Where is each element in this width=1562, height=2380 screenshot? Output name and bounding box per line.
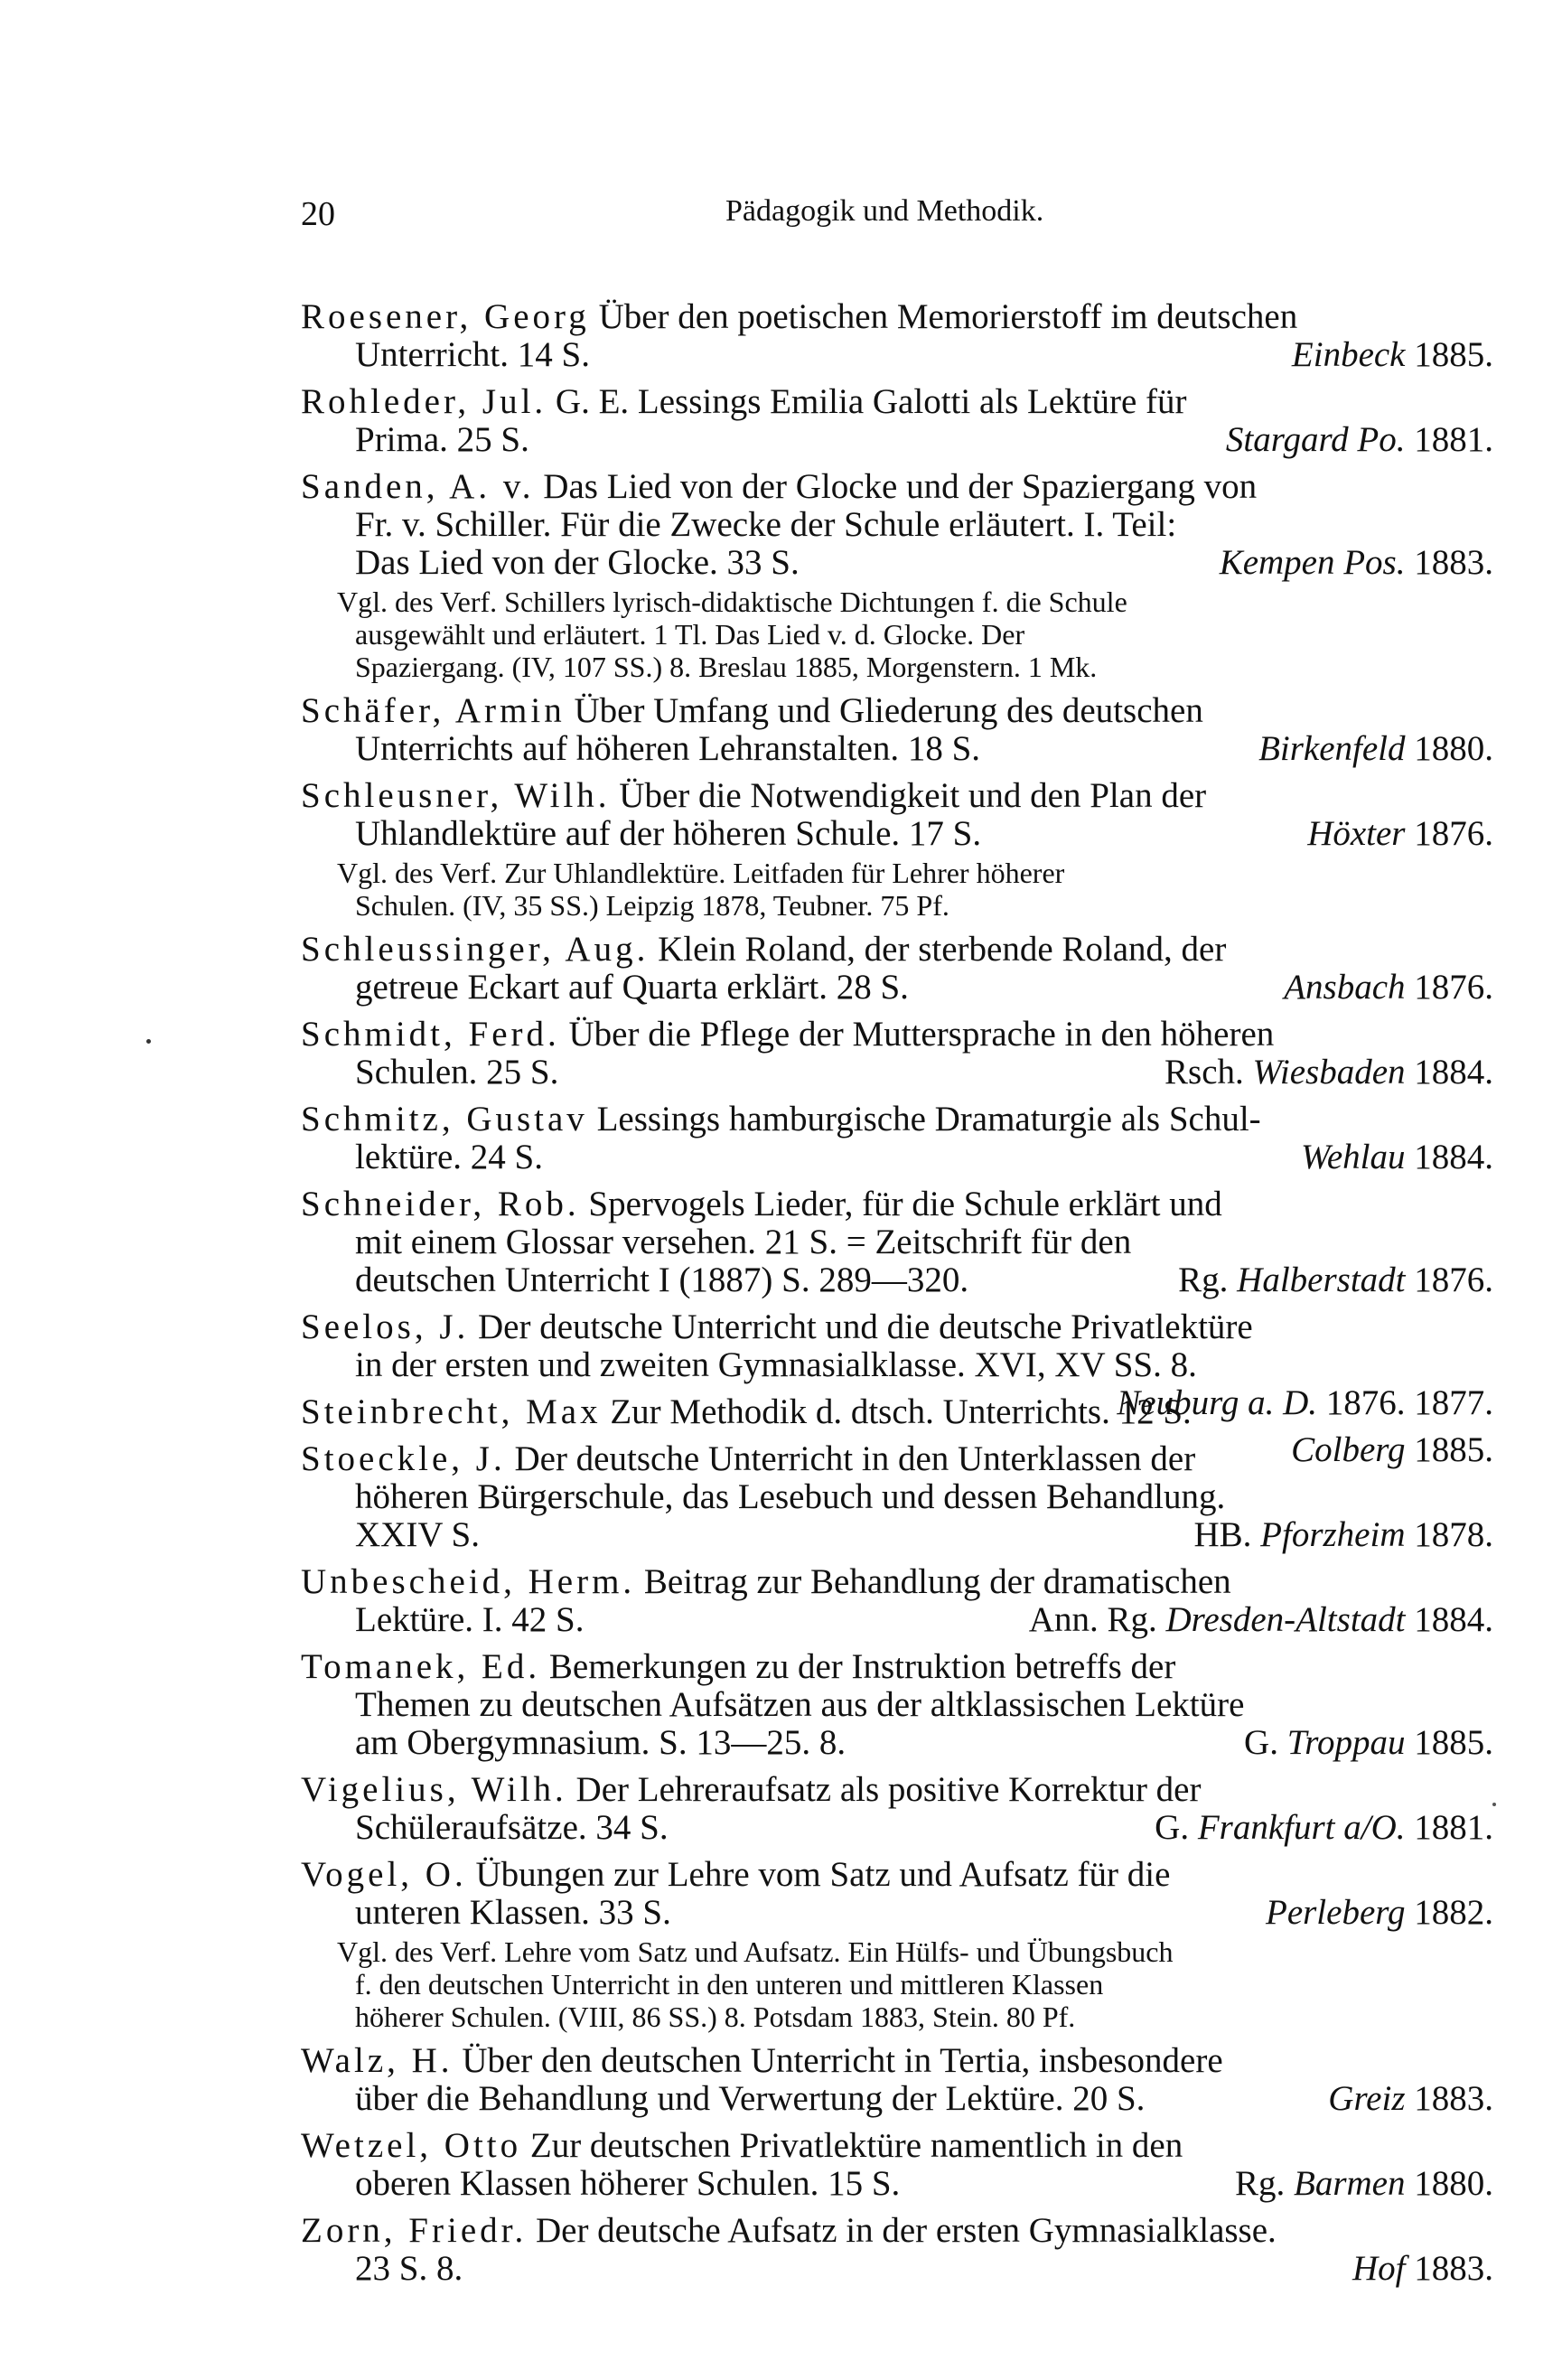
entry-line bbox=[301, 506, 1493, 544]
entry-publication bbox=[1328, 2080, 1493, 2118]
entry-publication bbox=[1292, 336, 1493, 374]
entry-publication bbox=[1352, 2250, 1493, 2288]
bibliography-entry bbox=[301, 2212, 1493, 2288]
entry-line bbox=[301, 2080, 1493, 2118]
entry-title-text: Lessings hamburgische Dramaturgie als Schul- bbox=[596, 1100, 1261, 1138]
entry-author: Seelos, J. bbox=[301, 1307, 470, 1346]
entry-author: Steinbrecht, Max bbox=[301, 1392, 602, 1431]
entry-line bbox=[301, 2165, 1493, 2203]
entry-year: 1883. bbox=[1414, 543, 1493, 582]
entry-year: 1881. bbox=[1414, 420, 1493, 459]
entry-year: 1880. bbox=[1414, 2164, 1493, 2203]
entry-year: 1884. bbox=[1414, 1138, 1493, 1176]
bibliography-entry bbox=[301, 2042, 1493, 2118]
entry-main bbox=[301, 2127, 1493, 2203]
entry-main bbox=[301, 931, 1493, 1007]
entry-publication bbox=[1258, 730, 1493, 768]
note-line: f. den deutschen Unterricht in den unteren und mittleren Klassen bbox=[355, 1968, 1104, 2001]
entry-year: 1880. bbox=[1414, 729, 1493, 768]
entry-line bbox=[301, 544, 1493, 582]
entry-line bbox=[301, 1724, 1493, 1762]
entry-pub-prefix: G. bbox=[1244, 1723, 1278, 1762]
entry-line bbox=[301, 1601, 1493, 1639]
entry-pub-prefix: Rsch. bbox=[1164, 1053, 1244, 1092]
entry-main bbox=[301, 298, 1493, 374]
entry-year: 1885. bbox=[1414, 1723, 1493, 1762]
bibliography-entry bbox=[301, 298, 1493, 374]
bibliography-entry bbox=[301, 931, 1493, 1007]
entry-line bbox=[301, 1856, 1493, 1894]
entry-publication bbox=[1226, 421, 1493, 459]
entry-place: Stargard Po. bbox=[1225, 420, 1406, 459]
bibliography-entry bbox=[301, 2127, 1493, 2203]
entry-publication bbox=[1178, 1261, 1493, 1299]
note-line: Vgl. des Verf. Lehre vom Satz und Aufsatz. Ein Hülfs- und Übungsbuch bbox=[337, 1935, 1174, 1968]
entry-line bbox=[301, 1223, 1493, 1261]
entry-year: 1884. bbox=[1414, 1053, 1493, 1092]
entry-title-text: unteren Klassen. 33 S. bbox=[355, 1893, 671, 1932]
entry-pub-prefix: HB. bbox=[1193, 1515, 1252, 1554]
entry-place: Kempen Pos. bbox=[1219, 543, 1406, 582]
entry-title-text: deutschen Unterricht I (1887) S. 289—320. bbox=[355, 1260, 969, 1299]
entry-line bbox=[301, 421, 1493, 459]
entry-place: Perleberg bbox=[1266, 1893, 1406, 1932]
entry-main bbox=[301, 1563, 1493, 1639]
entry-author: Zorn, Friedr. bbox=[301, 2211, 528, 2250]
entry-line bbox=[301, 777, 1493, 815]
page-header bbox=[301, 194, 1493, 248]
bibliography-entry bbox=[301, 1648, 1493, 1762]
entry-line bbox=[301, 1894, 1493, 1932]
entry-place: Colberg bbox=[1291, 1430, 1406, 1469]
entry-note bbox=[301, 586, 1493, 683]
entry-author: Schleussinger, Aug. bbox=[301, 930, 650, 969]
entry-line bbox=[301, 2042, 1493, 2080]
entry-year: 1883. bbox=[1414, 2079, 1493, 2118]
entry-main bbox=[301, 2212, 1493, 2288]
entry-title-text: Der deutsche Unterricht und die deutsche Privatlektüre bbox=[478, 1307, 1253, 1346]
entry-author: Sanden, A. v. bbox=[301, 467, 535, 506]
entry-title-text: Bemerkungen zu der Instruktion betreffs der bbox=[548, 1647, 1176, 1686]
entry-line bbox=[301, 1686, 1493, 1724]
entry-publication bbox=[1029, 1601, 1493, 1639]
entry-place: Neuburg a. D. bbox=[1117, 1383, 1317, 1422]
entry-main bbox=[301, 1185, 1493, 1299]
entry-line bbox=[301, 468, 1493, 506]
entry-author: Rohleder, Jul. bbox=[301, 382, 547, 421]
entry-publication bbox=[1235, 2165, 1493, 2203]
entry-title-text: Der deutsche Unterricht in den Unterklassen der bbox=[514, 1439, 1196, 1478]
entry-year: 1876. bbox=[1414, 814, 1493, 853]
entry-title-text: Fr. v. Schiller. Für die Zwecke der Schule erläutert. I. Teil: bbox=[355, 505, 1177, 544]
entry-title-text: Spervogels Lieder, für die Schule erklärt und bbox=[588, 1185, 1222, 1223]
entry-year: 1882. bbox=[1414, 1893, 1493, 1932]
entry-title-text: Über den deutschen Unterricht in Tertia, insbesondere bbox=[462, 2041, 1223, 2080]
entry-place: Hof bbox=[1352, 2249, 1406, 2288]
entry-line bbox=[301, 1016, 1493, 1054]
entry-publication bbox=[1291, 1431, 1493, 1469]
entry-line bbox=[301, 1054, 1493, 1092]
entry-year: 1885. bbox=[1414, 335, 1493, 374]
bibliography-entry bbox=[301, 468, 1493, 683]
entry-place: Dresden-Altstadt bbox=[1165, 1600, 1406, 1639]
entry-line bbox=[301, 1648, 1493, 1686]
entry-author: Roesener, Georg bbox=[301, 297, 590, 336]
note-line: Schulen. (IV, 35 SS.) Leipzig 1878, Teubner. 75 Pf. bbox=[355, 889, 949, 922]
entry-place: Frankfurt a/O. bbox=[1197, 1808, 1406, 1847]
bibliography-entry bbox=[301, 777, 1493, 922]
note-line: Spaziergang. (IV, 107 SS.) 8. Breslau 1885, Morgenstern. 1 Mk. bbox=[355, 651, 1098, 683]
entry-year: 1885. bbox=[1414, 1430, 1493, 1469]
running-title: Pädagogik und Methodik. bbox=[725, 194, 1044, 228]
entry-line bbox=[301, 2127, 1493, 2165]
entry-year: 1876. 1877. bbox=[1325, 1383, 1493, 1422]
entry-title-text: Der Lehreraufsatz als positive Korrektur der bbox=[575, 1770, 1202, 1809]
entry-title-text: getreue Eckart auf Quarta erklärt. 28 S. bbox=[355, 968, 909, 1007]
entry-line bbox=[301, 1478, 1493, 1516]
entry-place: Wehlau bbox=[1300, 1138, 1406, 1176]
entry-publication bbox=[1307, 815, 1493, 853]
entry-place: Troppau bbox=[1286, 1723, 1406, 1762]
entry-title-text: Zur Methodik d. dtsch. Unterrichts. 12 S. bbox=[610, 1392, 1192, 1431]
entry-title-text: Unterrichts auf höheren Lehranstalten. 18 S. bbox=[355, 729, 981, 768]
entry-publication bbox=[1284, 969, 1493, 1007]
entry-title-text: Über den poetischen Memorierstoff im deutschen bbox=[598, 297, 1298, 336]
scan-speck bbox=[146, 1039, 151, 1044]
entry-line bbox=[301, 2212, 1493, 2250]
entry-title-text: am Obergymnasium. S. 13—25. 8. bbox=[355, 1723, 846, 1762]
entry-line bbox=[301, 1563, 1493, 1601]
entry-title-text: XXIV S. bbox=[355, 1515, 480, 1554]
entry-author: Schneider, Rob. bbox=[301, 1185, 580, 1223]
scan-speck bbox=[1492, 1803, 1496, 1806]
entry-title-text: Themen zu deutschen Aufsätzen aus der altklassischen Lektüre bbox=[355, 1685, 1245, 1724]
entry-place: Ansbach bbox=[1284, 968, 1406, 1007]
entry-author: Vogel, O. bbox=[301, 1855, 467, 1894]
note-line: ausgewählt und erläutert. 1 Tl. Das Lied v. d. Glocke. Der bbox=[355, 618, 1025, 651]
entry-title-text: in der ersten und zweiten Gymnasialklasse. XVI, XV SS. 8. bbox=[355, 1345, 1197, 1384]
entry-title-text: G. E. Lessings Emilia Galotti als Lektüre für bbox=[555, 382, 1187, 421]
entry-line bbox=[301, 1809, 1493, 1847]
entry-main bbox=[301, 1016, 1493, 1092]
bibliography-entry bbox=[301, 1563, 1493, 1639]
entry-title-text: Beitrag zur Behandlung der dramatischen bbox=[643, 1562, 1231, 1601]
entry-pub-prefix: Rg. bbox=[1178, 1260, 1229, 1299]
note-line: Vgl. des Verf. Zur Uhlandlektüre. Leitfaden für Lehrer höherer bbox=[337, 857, 1065, 889]
entry-line bbox=[301, 1261, 1493, 1299]
entry-title-text: Schüleraufsätze. 34 S. bbox=[355, 1808, 669, 1847]
entry-line bbox=[301, 815, 1493, 853]
entry-year: 1881. bbox=[1414, 1808, 1493, 1847]
entry-place: Pforzheim bbox=[1260, 1515, 1406, 1554]
entry-publication bbox=[1244, 1724, 1493, 1762]
entry-title-text: oberen Klassen höherer Schulen. 15 S. bbox=[355, 2164, 901, 2203]
entry-pub-prefix: Ann. Rg. bbox=[1028, 1600, 1157, 1639]
entry-year: 1878. bbox=[1414, 1515, 1493, 1554]
entry-title-text: Über die Notwendigkeit und den Plan der bbox=[619, 776, 1207, 815]
entry-main bbox=[301, 468, 1493, 582]
entry-author: Schäfer, Armin bbox=[301, 691, 566, 730]
entry-title-text: mit einem Glossar versehen. 21 S. = Zeitschrift für den bbox=[355, 1223, 1132, 1261]
entry-author: Unbescheid, Herm. bbox=[301, 1562, 636, 1601]
entry-title-text: Über die Pflege der Muttersprache in den höheren bbox=[568, 1015, 1275, 1054]
bibliography-entry bbox=[301, 1101, 1493, 1176]
entry-author: Walz, H. bbox=[301, 2041, 454, 2080]
entry-title-text: Klein Roland, der sterbende Roland, der bbox=[658, 930, 1227, 969]
entry-line bbox=[301, 1308, 1493, 1346]
entry-line bbox=[301, 1138, 1493, 1176]
entry-author: Wetzel, Otto bbox=[301, 2126, 522, 2165]
bibliography-entry bbox=[301, 1016, 1493, 1092]
entry-author: Schmitz, Gustav bbox=[301, 1100, 588, 1138]
entry-main bbox=[301, 1101, 1493, 1176]
entry-line bbox=[301, 2250, 1493, 2288]
entry-line bbox=[301, 931, 1493, 969]
entry-title-text: lektüre. 24 S. bbox=[355, 1138, 543, 1176]
entry-year: 1876. bbox=[1414, 1260, 1493, 1299]
entry-line bbox=[301, 692, 1493, 730]
entry-publication bbox=[1164, 1054, 1493, 1092]
note-line: Vgl. des Verf. Schillers lyrisch-didaktische Dichtungen f. die Schule bbox=[337, 586, 1127, 618]
bibliography-entry bbox=[301, 1856, 1493, 2033]
entry-place: Greiz bbox=[1328, 2079, 1406, 2118]
entry-publication bbox=[1220, 544, 1493, 582]
entry-year: 1883. bbox=[1414, 2249, 1493, 2288]
entry-title-text: Unterricht. 14 S. bbox=[355, 335, 590, 374]
entry-pub-prefix: G. bbox=[1155, 1808, 1190, 1847]
entry-place: Halberstadt bbox=[1237, 1260, 1406, 1299]
entry-line bbox=[301, 1771, 1493, 1809]
entry-line bbox=[301, 383, 1493, 421]
entry-title-text: Übungen zur Lehre vom Satz und Aufsatz für die bbox=[475, 1855, 1171, 1894]
bibliography-entry bbox=[301, 692, 1493, 768]
entry-line bbox=[301, 1516, 1493, 1554]
entry-title-text: Der deutsche Aufsatz in der ersten Gymnasialklasse. bbox=[535, 2211, 1277, 2250]
page-number: 20 bbox=[301, 195, 335, 233]
entry-main bbox=[301, 1856, 1493, 1932]
entry-main bbox=[301, 2042, 1493, 2118]
entry-line bbox=[301, 969, 1493, 1007]
entry-place: Höxter bbox=[1307, 814, 1406, 853]
entry-note bbox=[301, 857, 1493, 922]
entry-main bbox=[301, 777, 1493, 853]
entry-place: Birkenfeld bbox=[1258, 729, 1406, 768]
entry-place: Einbeck bbox=[1291, 335, 1406, 374]
entry-title-text: 23 S. 8. bbox=[355, 2249, 463, 2288]
entry-publication bbox=[1301, 1138, 1493, 1176]
entry-author: Stoeckle, J. bbox=[301, 1439, 506, 1478]
entry-place: Wiesbaden bbox=[1252, 1053, 1406, 1092]
entry-publication bbox=[1155, 1809, 1493, 1847]
entry-author: Schmidt, Ferd. bbox=[301, 1015, 560, 1054]
entry-title-text: Uhlandlektüre auf der höheren Schule. 17 S. bbox=[355, 814, 982, 853]
entry-main bbox=[301, 1771, 1493, 1847]
entry-main bbox=[301, 692, 1493, 768]
entry-publication bbox=[1193, 1516, 1493, 1554]
entry-author: Schleusner, Wilh. bbox=[301, 776, 611, 815]
book-page bbox=[301, 194, 1493, 2297]
bibliography-list bbox=[301, 298, 1493, 2288]
entry-line bbox=[301, 730, 1493, 768]
entry-note bbox=[301, 1935, 1493, 2033]
entry-line bbox=[301, 336, 1493, 374]
bibliography-entry bbox=[301, 1185, 1493, 1299]
entry-line bbox=[301, 1101, 1493, 1138]
entry-title-text: höheren Bürgerschule, das Lesebuch und dessen Behandlung. bbox=[355, 1477, 1226, 1516]
bibliography-entry bbox=[301, 383, 1493, 459]
entry-title-text: Schulen. 25 S. bbox=[355, 1053, 559, 1092]
entry-line bbox=[301, 298, 1493, 336]
note-line: höherer Schulen. (VIII, 86 SS.) 8. Potsdam 1883, Stein. 80 Pf. bbox=[355, 2001, 1076, 2033]
entry-title-text: Über Umfang und Gliederung des deutschen bbox=[574, 691, 1203, 730]
entry-line bbox=[301, 1185, 1493, 1223]
entry-title-text: Zur deutschen Privatlektüre namentlich in den bbox=[529, 2126, 1183, 2165]
entry-publication bbox=[1266, 1894, 1493, 1932]
entry-main bbox=[301, 1648, 1493, 1762]
entry-pub-prefix: Rg. bbox=[1235, 2164, 1286, 2203]
entry-line bbox=[301, 1346, 1493, 1384]
entry-author: Tomanek, Ed. bbox=[301, 1647, 541, 1686]
bibliography-entry bbox=[301, 1771, 1493, 1847]
entry-year: 1876. bbox=[1414, 968, 1493, 1007]
entry-title-text: Das Lied von der Glocke. 33 S. bbox=[355, 543, 800, 582]
entry-main bbox=[301, 383, 1493, 459]
entry-title-text: Lektüre. I. 42 S. bbox=[355, 1600, 585, 1639]
entry-title-text: Prima. 25 S. bbox=[355, 420, 529, 459]
entry-place: Barmen bbox=[1294, 2164, 1406, 2203]
entry-title-text: über die Behandlung und Verwertung der Lektüre. 20 S. bbox=[355, 2079, 1146, 2118]
entry-year: 1884. bbox=[1414, 1600, 1493, 1639]
entry-author: Vigelius, Wilh. bbox=[301, 1770, 567, 1809]
entry-title-text: Das Lied von der Glocke und der Spaziergang von bbox=[543, 467, 1258, 506]
